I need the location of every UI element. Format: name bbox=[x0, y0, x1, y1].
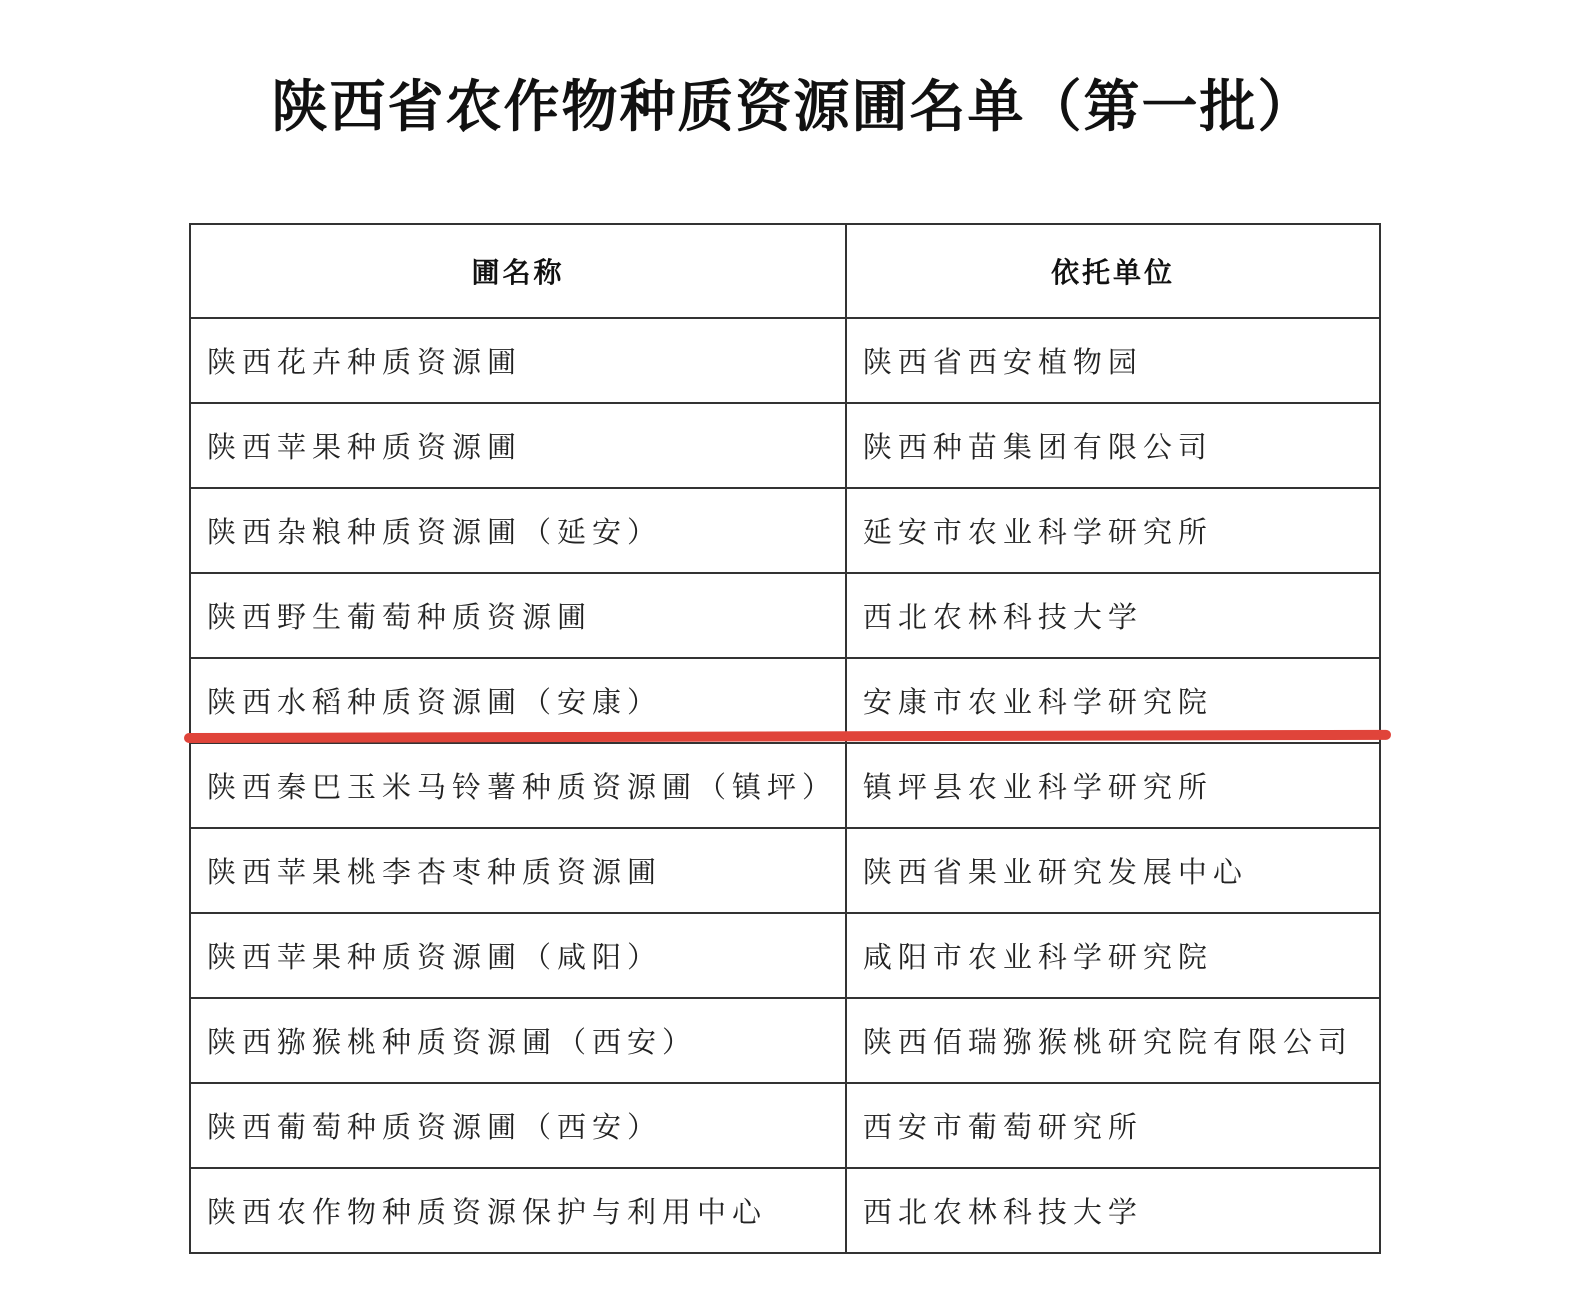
table-row bbox=[191, 489, 1381, 574]
garden-name-cell: 陕西花卉种质资源圃 bbox=[191, 319, 847, 404]
host-unit-cell: 陕西省西安植物园 bbox=[847, 319, 1381, 404]
table-row bbox=[191, 1169, 1381, 1254]
host-unit-cell: 陕西佰瑞猕猴桃研究院有限公司 bbox=[847, 999, 1381, 1084]
host-unit-cell: 咸阳市农业科学研究院 bbox=[847, 914, 1381, 999]
host-unit-cell: 安康市农业科学研究院 bbox=[847, 659, 1381, 744]
garden-name-cell: 陕西葡萄种质资源圃（西安） bbox=[191, 1084, 847, 1169]
garden-name-cell: 陕西苹果种质资源圃 bbox=[191, 404, 847, 489]
table-row bbox=[191, 914, 1381, 999]
header-garden-name: 圃名称 bbox=[191, 225, 847, 319]
table-row bbox=[191, 744, 1381, 829]
garden-name-cell: 陕西野生葡萄种质资源圃 bbox=[191, 574, 847, 659]
garden-name-cell: 陕西农作物种质资源保护与利用中心 bbox=[191, 1169, 847, 1254]
table-row bbox=[191, 1084, 1381, 1169]
garden-name-cell: 陕西苹果种质资源圃（咸阳） bbox=[191, 914, 847, 999]
garden-name-cell: 陕西杂粮种质资源圃（延安） bbox=[191, 489, 847, 574]
table-row bbox=[191, 999, 1381, 1084]
table-row bbox=[191, 404, 1381, 489]
host-unit-cell: 镇坪县农业科学研究所 bbox=[847, 744, 1381, 829]
table-row bbox=[191, 574, 1381, 659]
host-unit-cell: 西北农林科技大学 bbox=[847, 574, 1381, 659]
garden-name-cell: 陕西水稻种质资源圃（安康） bbox=[191, 659, 847, 744]
page-title: 陕西省农作物种质资源圃名单（第一批） bbox=[271, 75, 1316, 140]
table-header-row bbox=[191, 225, 1381, 319]
header-host-unit: 依托单位 bbox=[847, 225, 1381, 319]
garden-name-cell: 陕西猕猴桃种质资源圃（西安） bbox=[191, 999, 847, 1084]
host-unit-cell: 延安市农业科学研究所 bbox=[847, 489, 1381, 574]
table-row bbox=[191, 319, 1381, 404]
host-unit-cell: 西北农林科技大学 bbox=[847, 1169, 1381, 1254]
garden-name-cell: 陕西秦巴玉米马铃薯种质资源圃（镇坪） bbox=[191, 744, 847, 829]
host-unit-cell: 西安市葡萄研究所 bbox=[847, 1084, 1381, 1169]
table-row bbox=[191, 829, 1381, 914]
garden-name-cell: 陕西苹果桃李杏枣种质资源圃 bbox=[191, 829, 847, 914]
host-unit-cell: 陕西种苗集团有限公司 bbox=[847, 404, 1381, 489]
host-unit-cell: 陕西省果业研究发展中心 bbox=[847, 829, 1381, 914]
